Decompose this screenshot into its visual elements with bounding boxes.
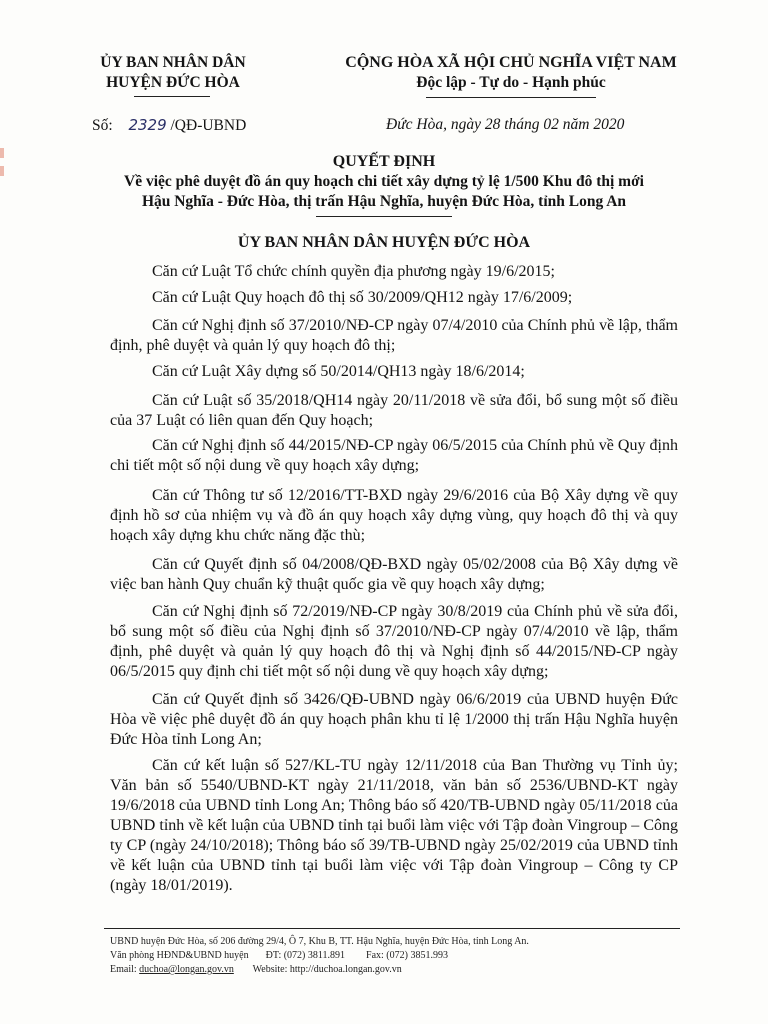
paragraph-text: Căn cứ Quyết định số 04/2008/QĐ-BXD ngày 05/02/2008 của Bộ Xây dựng về việc ban hành Quy chuẩn kỹ thuật quốc gia về quy hoạch xây dựng; xyxy=(110,556,678,593)
number-handwritten: 2329 xyxy=(128,116,167,134)
paragraph xyxy=(110,391,678,431)
paragraph xyxy=(110,362,678,382)
footer-website-link[interactable]: Website: http://duchoa.longan.gov.vn xyxy=(252,964,402,975)
paragraph xyxy=(110,262,678,282)
paragraph-text: Căn cứ Luật Quy hoạch đô thị số 30/2009/QH12 ngày 17/6/2009; xyxy=(152,289,573,306)
decision-title: QUYẾT ĐỊNH xyxy=(332,153,436,170)
paragraph xyxy=(110,486,678,546)
issuer-line1: ỦY BAN NHÂN DÂN xyxy=(100,54,246,71)
decision-subject-line2: Hậu Nghĩa - Đức Hòa, thị trấn Hậu Nghĩa, huyện Đức Hòa, tỉnh Long An xyxy=(141,193,627,210)
paragraph-text: Căn cứ Luật số 35/2018/QH14 ngày 20/11/2018 về sửa đổi, bổ sung một số điều của 37 Luật có liên quan đến Quy hoạch; xyxy=(110,392,678,429)
paragraph-text: Căn cứ Luật Tổ chức chính quyền địa phương ngày 19/6/2015; xyxy=(152,263,555,280)
footer-office: Văn phòng HĐND&UBND huyện xyxy=(110,950,249,961)
paragraph xyxy=(110,288,678,308)
paragraph xyxy=(110,756,678,896)
paragraph-text: Căn cứ Nghị định số 37/2010/NĐ-CP ngày 07/4/2010 của Chính phủ về lập, thẩm định, phê duyệt và quản lý quy hoạch đô thị; xyxy=(110,317,678,354)
footer-web xyxy=(110,963,402,976)
paragraph-text: Căn cứ Nghị định số 72/2019/NĐ-CP ngày 30/8/2019 của Chính phủ về sửa đổi, bổ sung một số điều của Nghị định số 37/2010/NĐ-CP ngày 07/4/2010 về lập, thẩm định, phê duyệt và quản lý quy hoạch đô thị và Nghị định số 44/2015/NĐ-CP ngày 06/5/2015 quy định chi tiết một số nội dung về quy hoạch xây dựng; xyxy=(110,603,678,680)
title-underline xyxy=(316,216,452,217)
nation-line1: CỘNG HÒA XÃ HỘI CHỦ NGHĨA VIỆT NAM xyxy=(345,54,677,71)
footer-fax: Fax: (072) 3851.993 xyxy=(366,950,448,961)
footer-contact xyxy=(110,949,448,962)
decision-subject-line1: Về việc phê duyệt đồ án quy hoạch chi tiết xây dựng tỷ lệ 1/500 Khu đô thị mới xyxy=(124,173,644,190)
issuer-underline xyxy=(134,96,210,97)
paragraph-text: Căn cứ Thông tư số 12/2016/TT-BXD ngày 29/6/2016 của Bộ Xây dựng về quy định hồ sơ của nhiệm vụ và đồ án quy hoạch xây dựng vùng, quy hoạch đô thị và quy hoạch xây dựng khu chức năng đặc thù; xyxy=(110,487,678,544)
footer-phone: ĐT: (072) 3811.891 xyxy=(265,950,346,961)
paragraph-text: Căn cứ Quyết định số 3426/QĐ-UBND ngày 06/6/2019 của UBND huyện Đức Hòa về việc phê duyệt đồ án quy hoạch phân khu tỉ lệ 1/2000 thị trấn Hậu Nghĩa huyện Đức Hòa tỉnh Long An; xyxy=(110,691,678,748)
paragraph-text: Căn cứ Nghị định số 44/2015/NĐ-CP ngày 06/5/2015 của Chính phủ về Quy định chi tiết một số nội dung về quy hoạch xây dựng; xyxy=(110,437,678,474)
document-number xyxy=(92,116,246,135)
motto-underline xyxy=(426,97,596,98)
number-prefix: Số: xyxy=(92,117,113,134)
number-suffix: /QĐ-UBND xyxy=(170,117,247,134)
paragraph xyxy=(110,316,678,356)
paragraph xyxy=(110,690,678,750)
paragraph xyxy=(110,436,678,476)
footer-divider xyxy=(104,928,680,929)
issuer-line2: HUYỆN ĐỨC HÒA xyxy=(106,74,240,91)
paragraph-text: Căn cứ kết luận số 527/KL-TU ngày 12/11/2018 của Ban Thường vụ Tỉnh ủy; Văn bản số 5540/UBND-KT ngày 21/11/2018, văn bản số 2536/UBND-KT ngày 19/6/2018 của UBND tỉnh Long An; Thông báo số 420/TB-UBND ngày 05/11/2018 của UBND tỉnh về kết luận của UBND tỉnh tại buổi làm việc với Tập đoàn Vingroup – Công ty CP (ngày 24/10/2018); Thông báo số 39/TB-UBND ngày 25/02/2019 của UBND tỉnh về kết luận của UBND tỉnh tại buổi làm việc với Tập đoàn Vingroup – Công ty CP (ngày 18/01/2019). xyxy=(110,757,678,894)
paragraph xyxy=(110,602,678,682)
document-date: Đức Hòa, ngày 28 tháng 02 năm 2020 xyxy=(386,116,625,133)
footer-email-label: Email: xyxy=(110,964,137,975)
footer-address: UBND huyện Đức Hòa, số 206 đường 29/4, Ô 7, Khu B, TT. Hậu Nghĩa, huyện Đức Hòa, tỉnh Long An. xyxy=(110,936,529,947)
paragraph xyxy=(110,555,678,595)
footer-email-link[interactable]: duchoa@longan.gov.vn xyxy=(139,964,234,975)
paragraph-text: Căn cứ Luật Xây dựng số 50/2014/QH13 ngày 18/6/2014; xyxy=(152,363,525,380)
motto: Độc lập - Tự do - Hạnh phúc xyxy=(416,74,606,91)
authority-heading: ỦY BAN NHÂN DÂN HUYỆN ĐỨC HÒA xyxy=(237,234,531,251)
